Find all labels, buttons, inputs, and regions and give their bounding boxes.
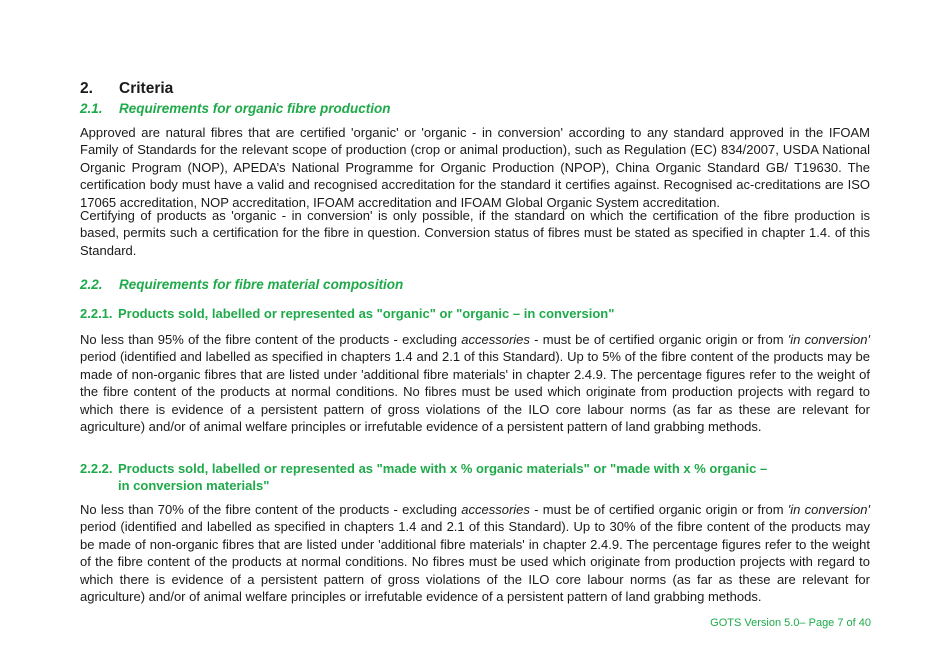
accessories-term: accessories (461, 502, 530, 517)
subsection-title: Requirements for fibre material composition (119, 277, 404, 292)
subsection-title-line1: Products sold, labelled or represented as "made with x % organic materials" or "made with x % organic – (118, 461, 768, 476)
section-number: 2. (80, 80, 93, 97)
subsection-title: Products sold, labelled or represented as "organic" or "organic – in conversion" (118, 306, 615, 321)
subsection-heading-2-2-2 (80, 460, 767, 494)
subsection-number: 2.2.2. (80, 461, 113, 476)
subsection-number: 2.2. (80, 277, 103, 292)
paragraph-2-1-a: Approved are natural fibres that are certified 'organic' or 'organic - in conversion' according to any standard approved in the IFOAM Family of Standards for the relevant scope of production (crop or animal production), such as Regulation (EC) 834/2007, USDA National Organic Program (NOP), APEDA’s National Programme for Organic Production (NPOP), China Organic Standard GB/ T19630. The certification body must have a valid and recognised accreditation for the standard it certifies against. Recognised ac-creditations are ISO 17065 accreditation, NOP accreditation, IFOAM accreditation and IFOAM Global Organic System accreditation. (80, 125, 870, 210)
subsection-title: Requirements for organic fibre production (119, 101, 391, 116)
paragraph-2-2-1: No less than 95% of the fibre content of the products - excluding accessories - must be of certified organic origin or from 'in conversion' period (identified and labelled as specified in chapters 1.4 and 2.1 of this Standard). Up to 5% of the fibre content of the products may be made of non-organic fibres that are listed under 'additional fibre materials' in chapter 2.4.9. The percentage figures refer to the weight of the fibre content of the products at normal conditions. No fibres must be used which originate from production projects with regard to which there is evidence of a persistent pattern of gross violations of the ILO core labour norms (as far as these are relevant for agriculture) and/or of animal welfare principles or irrefutable evidence of a persistent pattern of land grabbing methods. (80, 332, 871, 435)
accessories-term: accessories (461, 332, 530, 347)
subsection-heading-2-1 (80, 101, 391, 116)
section-heading (80, 80, 173, 98)
section-title: Criteria (119, 80, 174, 97)
subsection-title-line2: in conversion materials" (118, 478, 270, 493)
in-conversion-term: 'in conversion' (787, 502, 871, 517)
subsection-number: 2.1. (80, 101, 103, 116)
subsection-number: 2.2.1. (80, 306, 113, 321)
paragraph-2-1-b: Certifying of products as 'organic - in conversion' is only possible, if the standard on which the certification of the fibre production is based, permits such a certification for the fibre in question. Conversion status of fibres must be stated as specified in chapter 1.4. of this Standard. (80, 208, 870, 258)
subsection-heading-2-2-1 (80, 306, 614, 321)
in-conversion-term: 'in conversion' (787, 332, 871, 347)
paragraph-2-2-2: No less than 70% of the fibre content of the products - excluding accessories - must be of certified organic origin or from 'in conversion' period (identified and labelled as specified in chapters 1.4 and 2.1 of this Standard). Up to 30% of the fibre content of the products may be made of non-organic fibres that are listed under 'additional fibre materials' in chapter 2.4.9. The percentage figures refer to the weight of the fibre content of the products at normal conditions. No fibres must be used which originate from production projects with regard to which there is evidence of a persistent pattern of gross violations of the ILO core labour norms (as far as these are relevant for agriculture) and/or of animal welfare principles or irrefutable evidence of a persistent pattern of land grabbing methods. (80, 502, 871, 605)
subsection-heading-2-2 (80, 277, 403, 292)
page-footer: GOTS Version 5.0– Page 7 of 40 (710, 617, 871, 629)
